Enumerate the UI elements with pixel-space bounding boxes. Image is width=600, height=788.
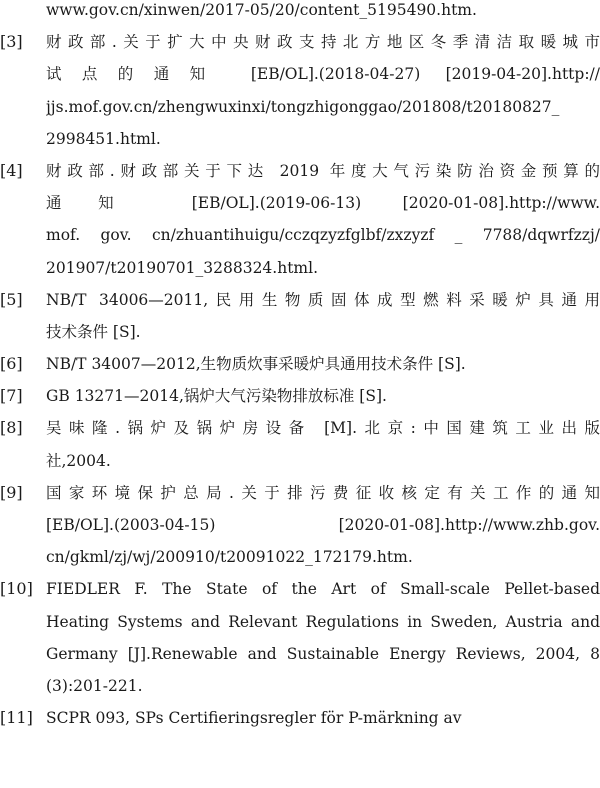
reference-text-line: SCPR 093, SPs Certifieringsregler för P-märkning av xyxy=(46,709,462,728)
reference-entry xyxy=(0,0,600,26)
reference-number: [5] xyxy=(0,289,23,309)
reference-text-line: 社,2004. xyxy=(46,451,111,470)
reference-text-line: 试点的通知 [EB/OL].(2018-04-27) [2019-04-20].http:// xyxy=(46,65,600,84)
reference-text-line: Germany [J].Renewable and Sustainable Energy Reviews, 2004, 8 xyxy=(46,644,600,663)
reference-text-line: NB/T 34006—2011,民用生物质固体成型燃料采暖炉具通用 xyxy=(46,290,600,309)
reference-entry xyxy=(0,412,600,476)
reference-text-line: NB/T 34007—2012,生物质炊事采暖炉具通用技术条件 [S]. xyxy=(46,355,466,374)
reference-entry xyxy=(0,26,600,155)
reference-text-line: mof. gov. cn/zhuantihuigu/cczqzyzfglbf/zxzyzf _ 7788/dqwrfzzj/ xyxy=(46,226,600,245)
reference-text-line: (3):201-221. xyxy=(46,676,143,695)
reference-entry xyxy=(0,573,600,702)
reference-text-line: www.gov.cn/xinwen/2017-05/20/content_5195490.htm. xyxy=(46,1,477,19)
reference-number: [11] xyxy=(0,708,33,728)
reference-entry xyxy=(0,284,600,348)
reference-text-line: [EB/OL].(2003-04-15) [2020-01-08].http://www.zhb.gov. xyxy=(46,516,600,534)
reference-text-line: 国家环境保护总局.关于排污费征收核定有关工作的通知 xyxy=(46,483,600,502)
reference-text-line: cn/gkml/zj/wj/200910/t20091022_172179.htm. xyxy=(46,548,413,567)
reference-text-line: 吴味隆.锅炉及锅炉房设备 [M].北京:中国建筑工业出版 xyxy=(46,419,600,438)
reference-text-line: Heating Systems and Relevant Regulations in Sweden, Austria and xyxy=(46,612,600,631)
reference-number: [10] xyxy=(0,579,33,599)
reference-text-line: FIEDLER F. The State of the Art of Small-scale Pellet-based xyxy=(46,580,600,599)
reference-text-line: 201907/t20190701_3288324.html. xyxy=(46,258,319,277)
reference-number: [3] xyxy=(0,32,23,52)
reference-number: [6] xyxy=(0,354,23,374)
reference-entry xyxy=(0,380,600,412)
reference-entry xyxy=(0,477,600,574)
reference-text-line: 财政部.关于扩大中央财政支持北方地区冬季清洁取暖城市 xyxy=(46,33,600,52)
reference-text-line: 2998451.html. xyxy=(46,129,161,148)
reference-text-line: 技术条件 [S]. xyxy=(46,322,141,341)
reference-number: [9] xyxy=(0,482,23,502)
reference-text-line: jjs.mof.gov.cn/zhengwuxinxi/tongzhigonggao/201808/t20180827_ xyxy=(46,97,560,116)
reference-number: [7] xyxy=(0,386,23,406)
reference-entry xyxy=(0,155,600,284)
reference-entry xyxy=(0,702,600,734)
reference-entry xyxy=(0,348,600,380)
reference-number: [4] xyxy=(0,160,23,180)
reference-number: [8] xyxy=(0,418,23,438)
reference-text-line: 通知 [EB/OL].(2019-06-13) [2020-01-08].http://www. xyxy=(46,194,600,213)
reference-text-line: 财政部.财政部关于下达 2019 年度大气污染防治资金预算的 xyxy=(46,161,600,180)
reference-text-line: GB 13271—2014,锅炉大气污染物排放标准 [S]. xyxy=(46,387,387,406)
